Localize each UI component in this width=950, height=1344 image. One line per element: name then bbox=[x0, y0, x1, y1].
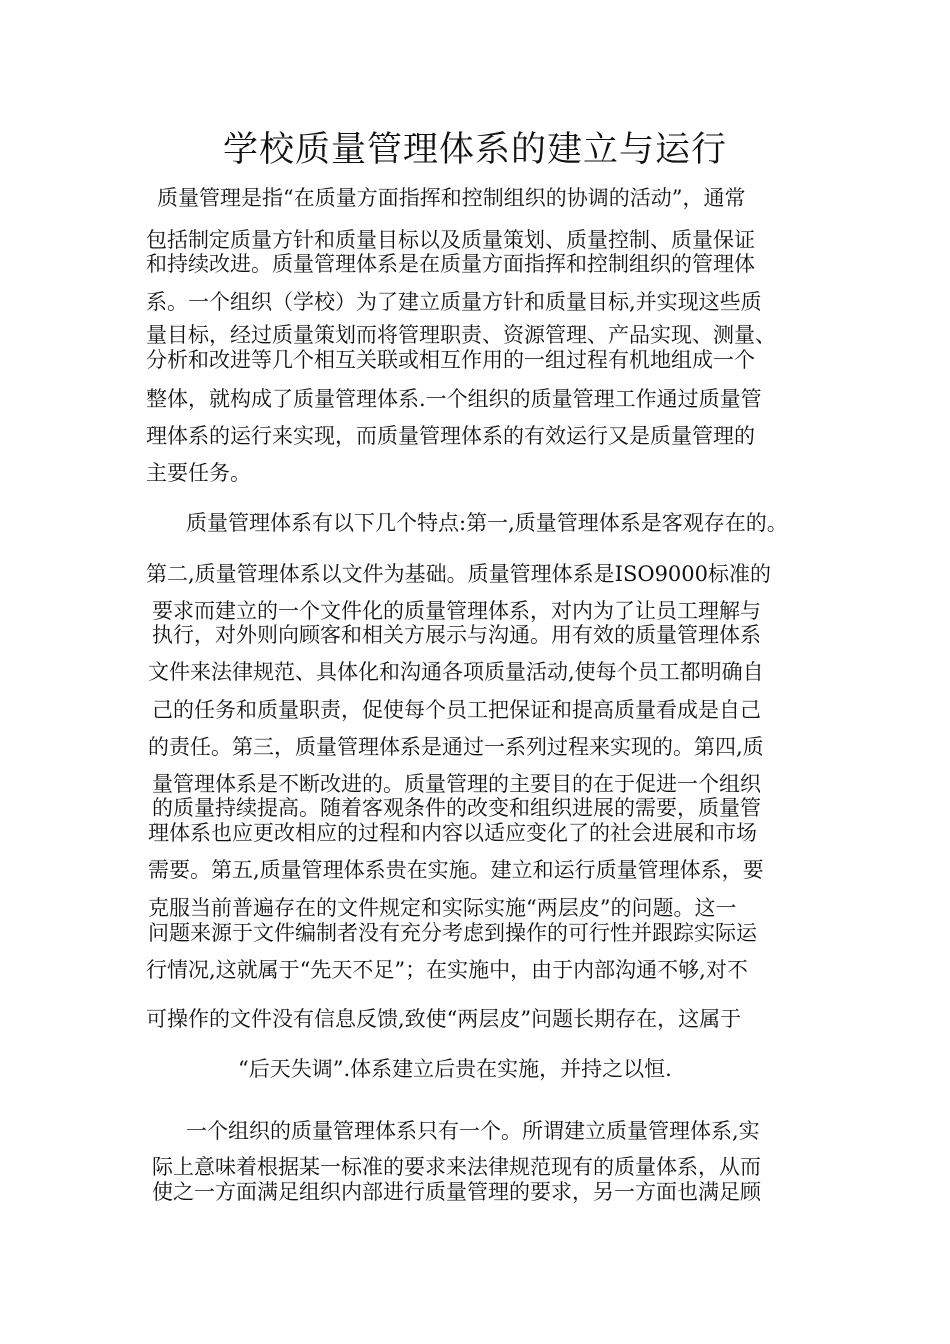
text-line: 和持续改进。质量管理体系是在质量方面指挥和控制组织的管理体 bbox=[146, 252, 755, 276]
text-line: 量目标，经过质量策划而将管理职责、资源管理、产品实现、测量、 bbox=[146, 323, 776, 347]
text-line: 执行，对外则向顾客和相关方展示与沟通。用有效的质量管理体系 bbox=[152, 623, 761, 647]
text-line: 包括制定质量方针和质量目标以及质量策划、质量控制、质量保证 bbox=[146, 228, 755, 252]
text-line: “后天失调”.体系建立后贵在实施，并持之以恒. bbox=[238, 1057, 672, 1081]
text-line: 可操作的文件没有信息反馈,致使“两层皮”问题长期存在，这属于 bbox=[146, 1007, 742, 1031]
text-line: 克服当前普遍存在的文件规定和实际实施“两层皮”的问题。这一 bbox=[148, 896, 737, 920]
text-line: 问题来源于文件编制者没有充分考虑到操作的可行性并跟踪实际运 bbox=[148, 921, 757, 945]
text-line: 质量管理体系有以下几个特点:第一,质量管理体系是客观存在的。 bbox=[186, 511, 788, 535]
text-line: 主要任务。 bbox=[146, 461, 251, 485]
text-line: 量管理体系是不断改进的。质量管理的主要目的在于促进一个组织 bbox=[152, 772, 761, 796]
text-line: 质量管理是指“在质量方面指挥和控制组织的协调的活动”，通常 bbox=[157, 186, 746, 210]
text-line: 文件来法律规范、具体化和沟通各项质量活动,使每个员工都明确自 bbox=[148, 660, 764, 684]
document-title: 学校质量管理体系的建立与运行 bbox=[222, 130, 727, 170]
text-line: 行情况,这就属于“先天不足”；在实施中，由于内部沟通不够,对不 bbox=[146, 958, 748, 982]
text-line: 理体系也应更改相应的过程和内容以适应变化了的社会进展和市场 bbox=[148, 821, 757, 845]
text-line: 系。一个组织（学校）为了建立质量方针和质量目标,并实现这些质 bbox=[146, 290, 762, 314]
text-line: 第二,质量管理体系以文件为基础。质量管理体系是ISO9000标准的 bbox=[146, 562, 772, 586]
text-line: 需要。第五,质量管理体系贵在实施。建立和运行质量管理体系，要 bbox=[148, 858, 764, 882]
text-line: 使之一方面满足组织内部进行质量管理的要求，另一方面也满足顾 bbox=[152, 1180, 761, 1204]
text-line: 理体系的运行来实现，而质量管理体系的有效运行又是质量管理的 bbox=[146, 424, 755, 448]
text-line: 己的任务和质量职责，促使每个员工把保证和提高质量看成是自己 bbox=[152, 698, 761, 722]
text-line: 整体，就构成了质量管理体系.一个组织的质量管理工作通过质量管 bbox=[146, 387, 762, 411]
text-line: 的质量持续提高。随着客观条件的改变和组织进展的需要，质量管 bbox=[152, 796, 761, 820]
text-line: 际上意味着根据某一标准的要求来法律规范现有的质量体系，从而 bbox=[152, 1155, 761, 1179]
text-line: 分析和改进等几个相互关联或相互作用的一组过程有机地组成一个 bbox=[146, 348, 755, 372]
text-line: 要求而建立的一个文件化的质量管理体系，对内为了让员工理解与 bbox=[152, 599, 761, 623]
text-line: 的责任。第三，质量管理体系是通过一系列过程来实现的。第四,质 bbox=[148, 735, 764, 759]
text-line: 一个组织的质量管理体系只有一个。所谓建立质量管理体系,实 bbox=[186, 1119, 760, 1143]
